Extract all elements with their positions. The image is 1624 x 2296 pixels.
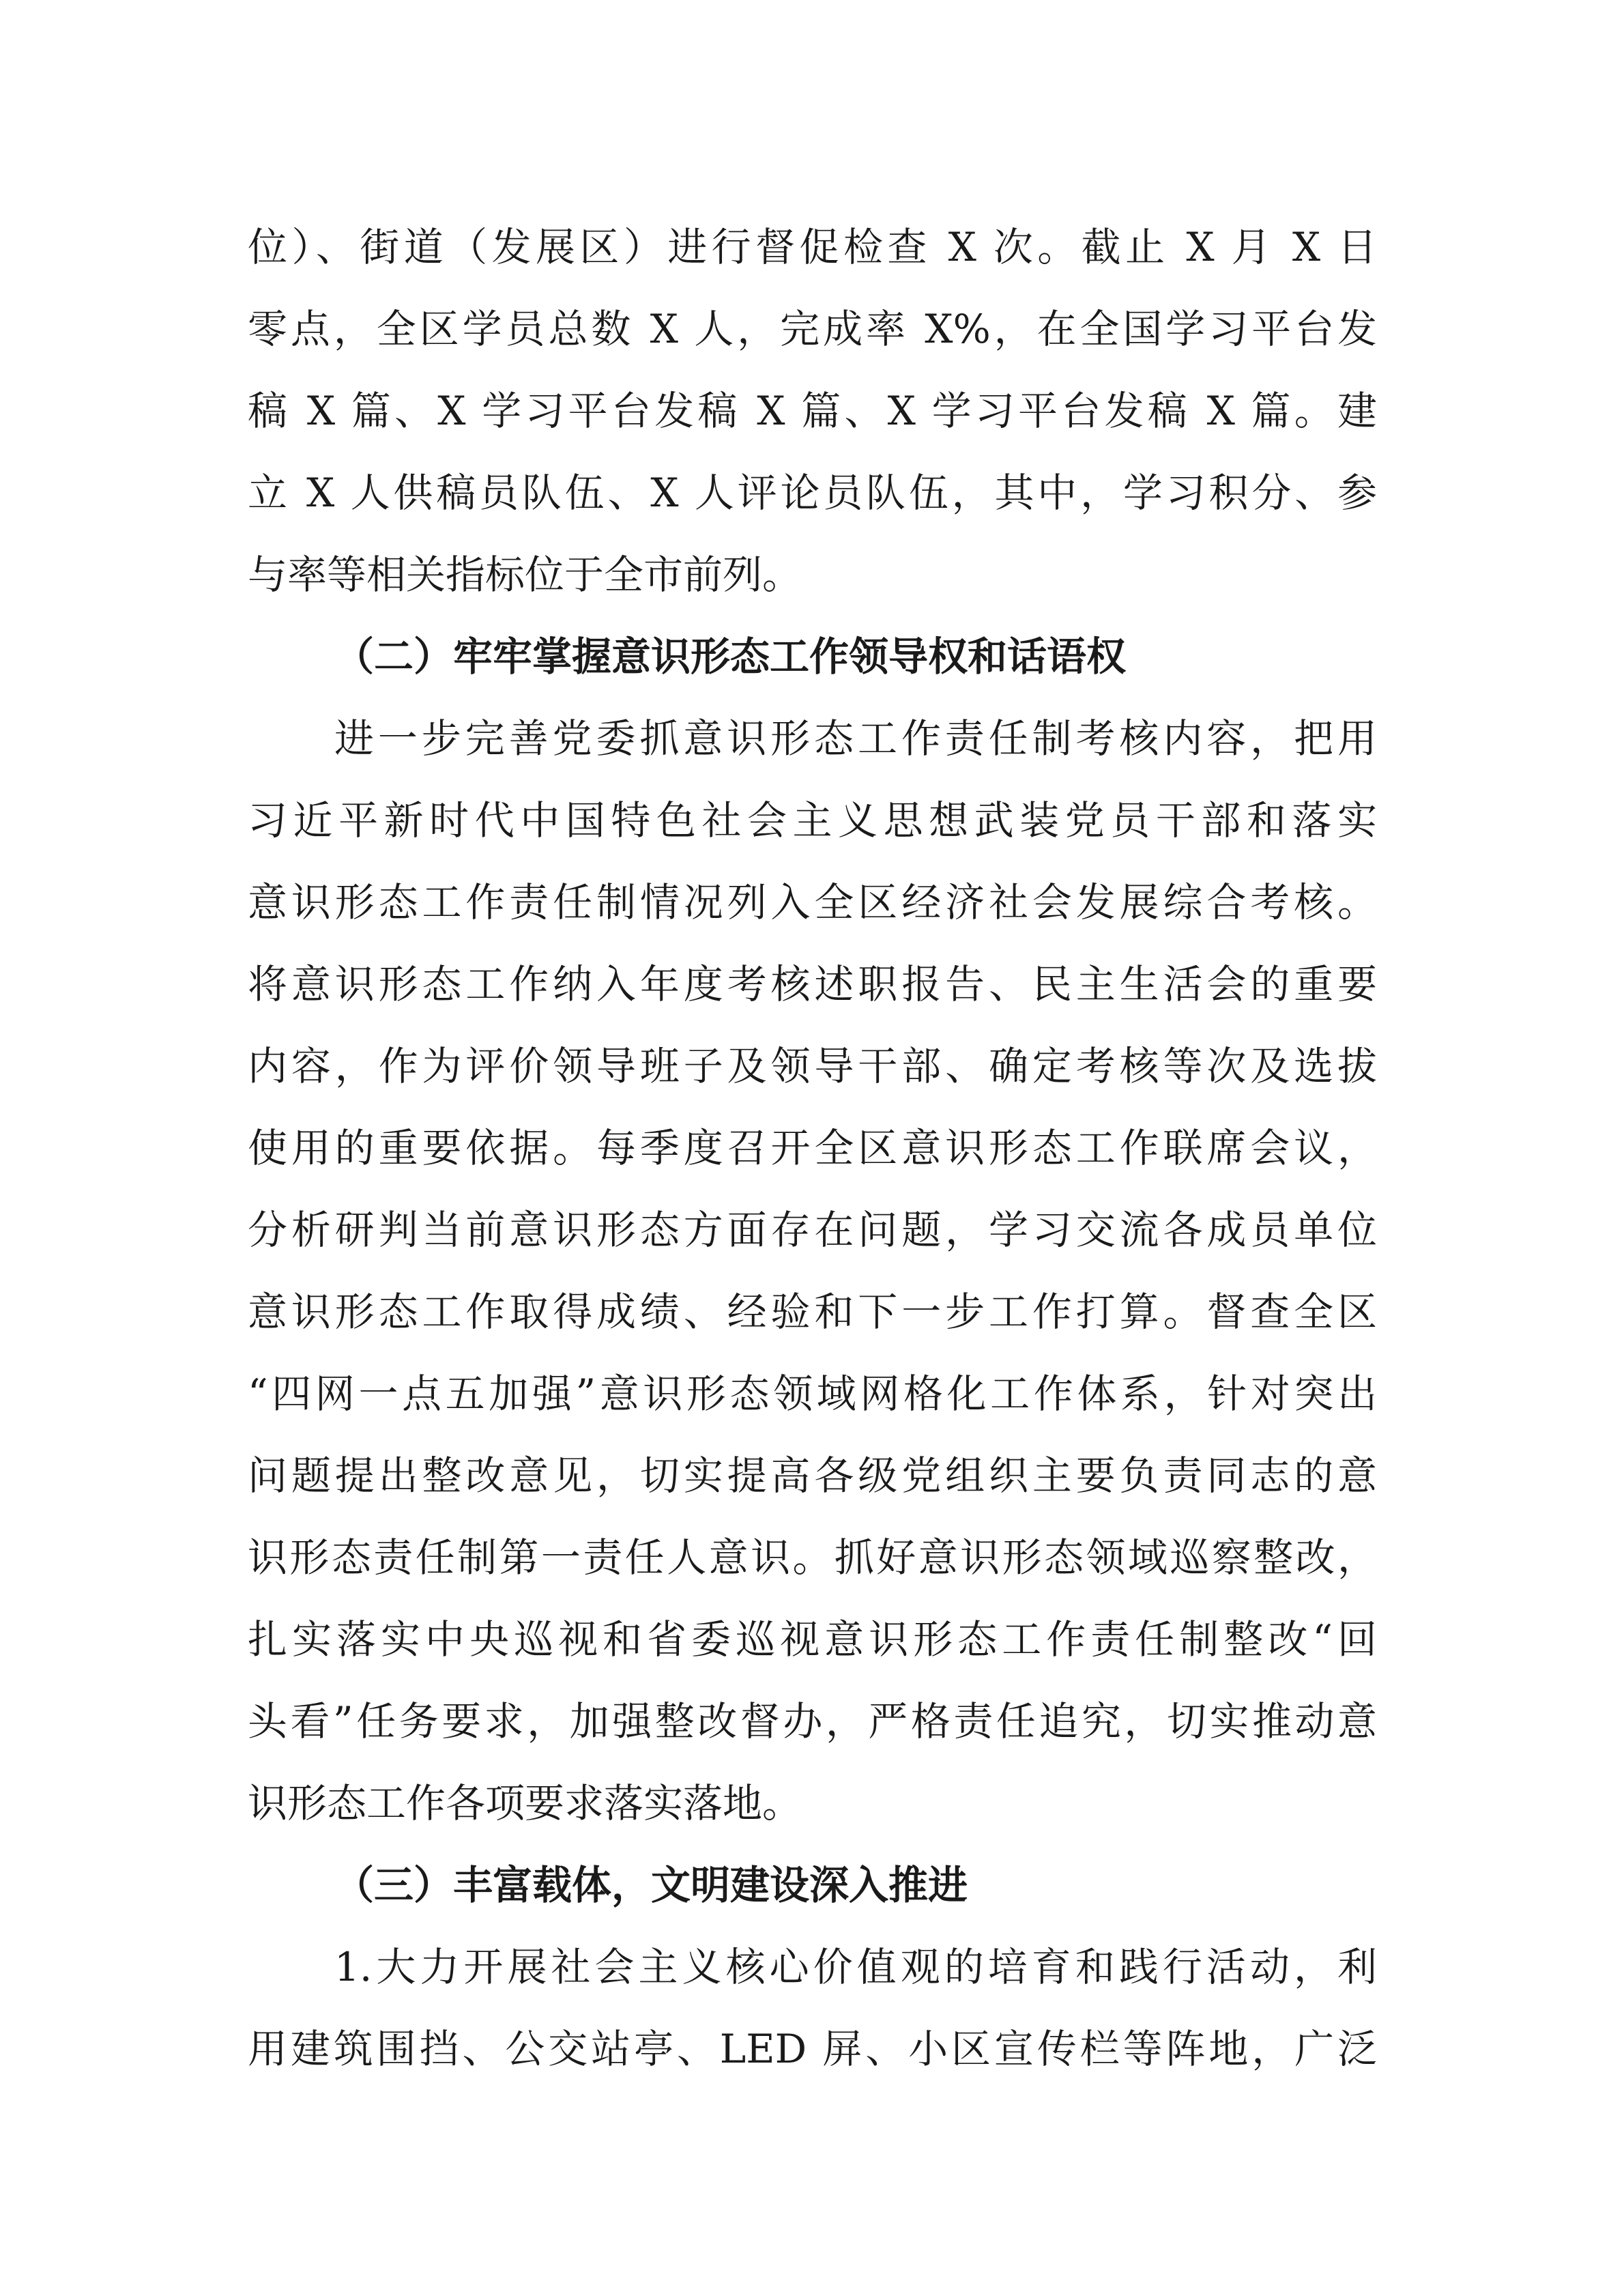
paragraph-line: 1.大力开展社会主义核心价值观的培育和践行活动，利 bbox=[334, 1944, 1377, 1990]
paragraph-line: 意识形态工作责任制情况列入全区经济社会发展综合考核。 bbox=[248, 879, 1377, 925]
paragraph-line: 用建筑围挡、公交站亭、LED 屏、小区宣传栏等阵地，广泛 bbox=[248, 2026, 1377, 2072]
paragraph-line: 立 X 人供稿员队伍、X 人评论员队伍，其中，学习积分、参 bbox=[248, 470, 1377, 516]
paragraph-line: 识形态工作各项要求落实落地。 bbox=[248, 1780, 802, 1826]
paragraph-line: 头看”任务要求，加强整改督办，严格责任追究，切实推动意 bbox=[248, 1698, 1377, 1745]
paragraph-line: 习近平新时代中国特色社会主义思想武装党员干部和落实 bbox=[248, 797, 1377, 844]
paragraph-line: 意识形态工作取得成绩、经验和下一步工作打算。督查全区 bbox=[248, 1289, 1377, 1335]
paragraph-line: “四网一点五加强”意识形态领域网格化工作体系，针对突出 bbox=[248, 1371, 1377, 1417]
paragraph-line: 使用的重要依据。每季度召开全区意识形态工作联席会议， bbox=[248, 1125, 1377, 1171]
paragraph-line: 将意识形态工作纳入年度考核述职报告、民主生活会的重要 bbox=[248, 961, 1377, 1007]
paragraph-line: 内容，作为评价领导班子及领导干部、确定考核等次及选拔 bbox=[248, 1043, 1377, 1089]
section-heading: （二）牢牢掌握意识形态工作领导权和话语权 bbox=[334, 633, 1127, 680]
paragraph-line: 扎实落实中央巡视和省委巡视意识形态工作责任制整改“回 bbox=[248, 1616, 1377, 1663]
paragraph-line: 进一步完善党委抓意识形态工作责任制考核内容，把用 bbox=[334, 715, 1377, 762]
paragraph-line: 识形态责任制第一责任人意识。抓好意识形态领域巡察整改， bbox=[248, 1534, 1377, 1581]
paragraph-line: 稿 X 篇、X 学习平台发稿 X 篇、X 学习平台发稿 X 篇。建 bbox=[248, 388, 1377, 434]
paragraph-line: 位）、街道（发展区）进行督促检查 X 次。截止 X 月 X 日 bbox=[248, 224, 1377, 270]
paragraph-line: 零点，全区学员总数 X 人，完成率 X%，在全国学习平台发 bbox=[248, 306, 1377, 352]
paragraph-line: 问题提出整改意见，切实提高各级党组织主要负责同志的意 bbox=[248, 1452, 1377, 1499]
section-heading: （三）丰富载体，文明建设深入推进 bbox=[334, 1862, 968, 1908]
paragraph-line: 分析研判当前意识形态方面存在问题，学习交流各成员单位 bbox=[248, 1207, 1377, 1253]
paragraph-line: 与率等相关指标位于全市前列。 bbox=[248, 551, 802, 598]
